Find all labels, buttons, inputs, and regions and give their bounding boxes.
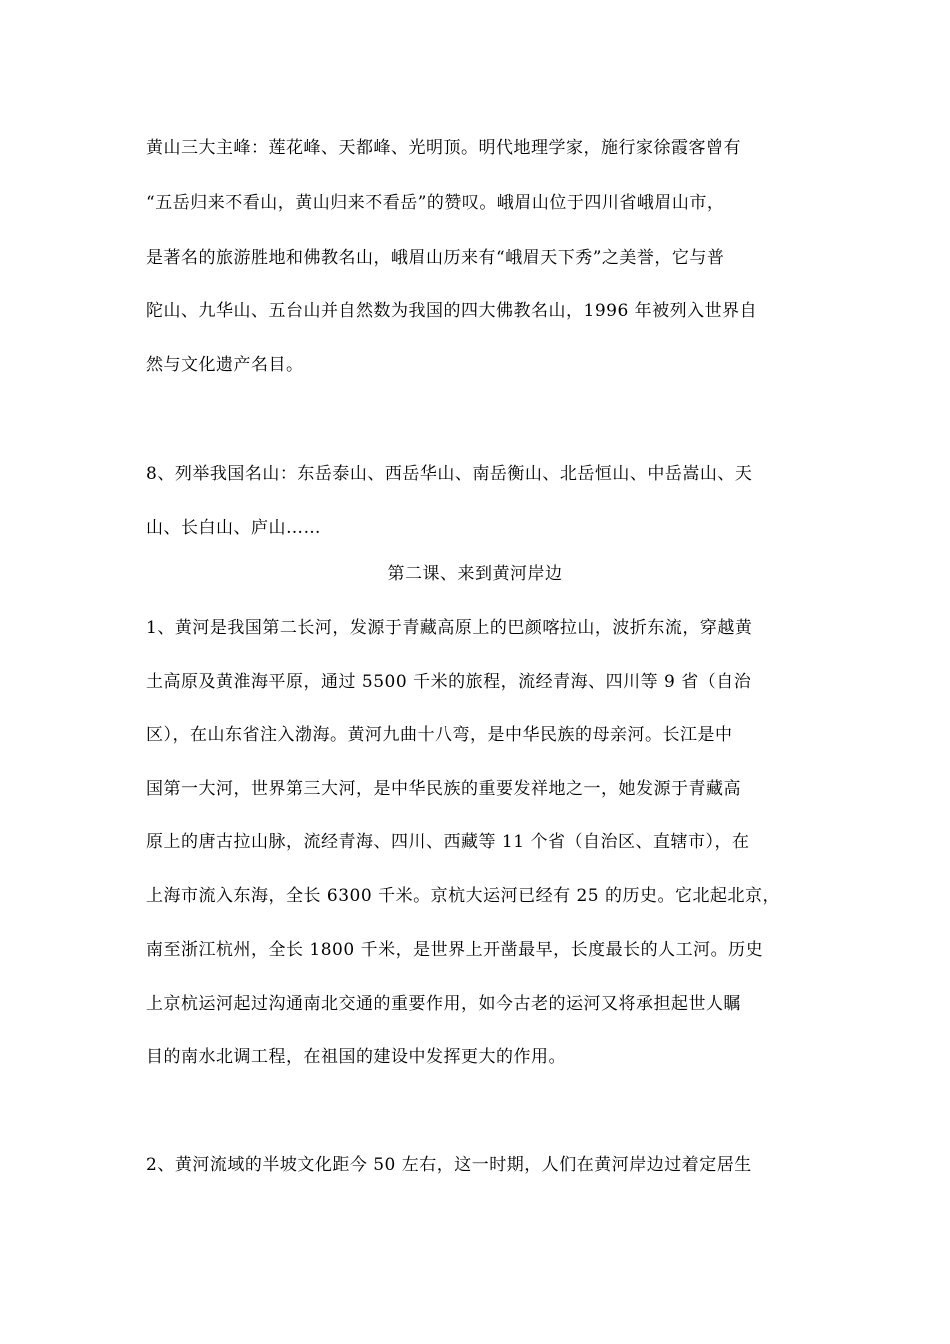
paragraph-line: 1、黄河是我国第二长河，发源于青藏高原上的巴颜喀拉山，波折东流，穿越黄 (146, 618, 753, 638)
paragraph-line: 然与文化遗产名目。 (146, 355, 304, 375)
paragraph-line: 区），在山东省注入渤海。黄河九曲十八弯，是中华民族的母亲河。长江是中 (146, 725, 733, 745)
paragraph-line: 土高原及黄淮海平原，通过 5500 千米的旅程，流经青海、四川等 9 省（自治 (146, 672, 752, 692)
paragraph-line: 南至浙江杭州，全长 1800 千米，是世界上开凿最早，长度最长的人工河。历史 (146, 940, 764, 960)
paragraph-line: 国第一大河，世界第三大河，是中华民族的重要发祥地之一，她发源于青藏高 (146, 779, 741, 799)
paragraph-line: 黄山三大主峰：莲花峰、天都峰、光明顶。明代地理学家，施行家徐霞客曾有 (146, 138, 741, 158)
paragraph-line: “五岳归来不看山，黄山归来不看岳”的赞叹。峨眉山位于四川省峨眉山市， (146, 193, 725, 213)
paragraph-line: 原上的唐古拉山脉，流经青海、四川、西藏等 11 个省（自治区、直辖市），在 (146, 832, 750, 852)
paragraph-line: 陀山、九华山、五台山并自然数为我国的四大佛教名山，1996 年被列入世界自 (146, 301, 758, 321)
paragraph-line: 是著名的旅游胜地和佛教名山，峨眉山历来有“峨眉天下秀”之美誉，它与普 (146, 248, 725, 268)
paragraph-line: 8、列举我国名山：东岳泰山、西岳华山、南岳衡山、北岳恒山、中岳嵩山、天 (146, 464, 753, 484)
paragraph-line: 2、黄河流域的半坡文化距今 50 左右，这一时期，人们在黄河岸边过着定居生 (146, 1155, 752, 1175)
lesson-title: 第二课、来到黄河岸边 (387, 564, 563, 584)
paragraph-line: 目的南水北调工程，在祖国的建设中发挥更大的作用。 (146, 1047, 566, 1067)
paragraph-line: 上海市流入东海，全长 6300 千米。京杭大运河已经有 25 的历史。它北起北京， (146, 886, 781, 906)
paragraph-line: 上京杭运河起过沟通南北交通的重要作用，如今古老的运河又将承担起世人瞩 (146, 994, 741, 1014)
paragraph-line: 山、长白山、庐山…… (146, 518, 321, 538)
